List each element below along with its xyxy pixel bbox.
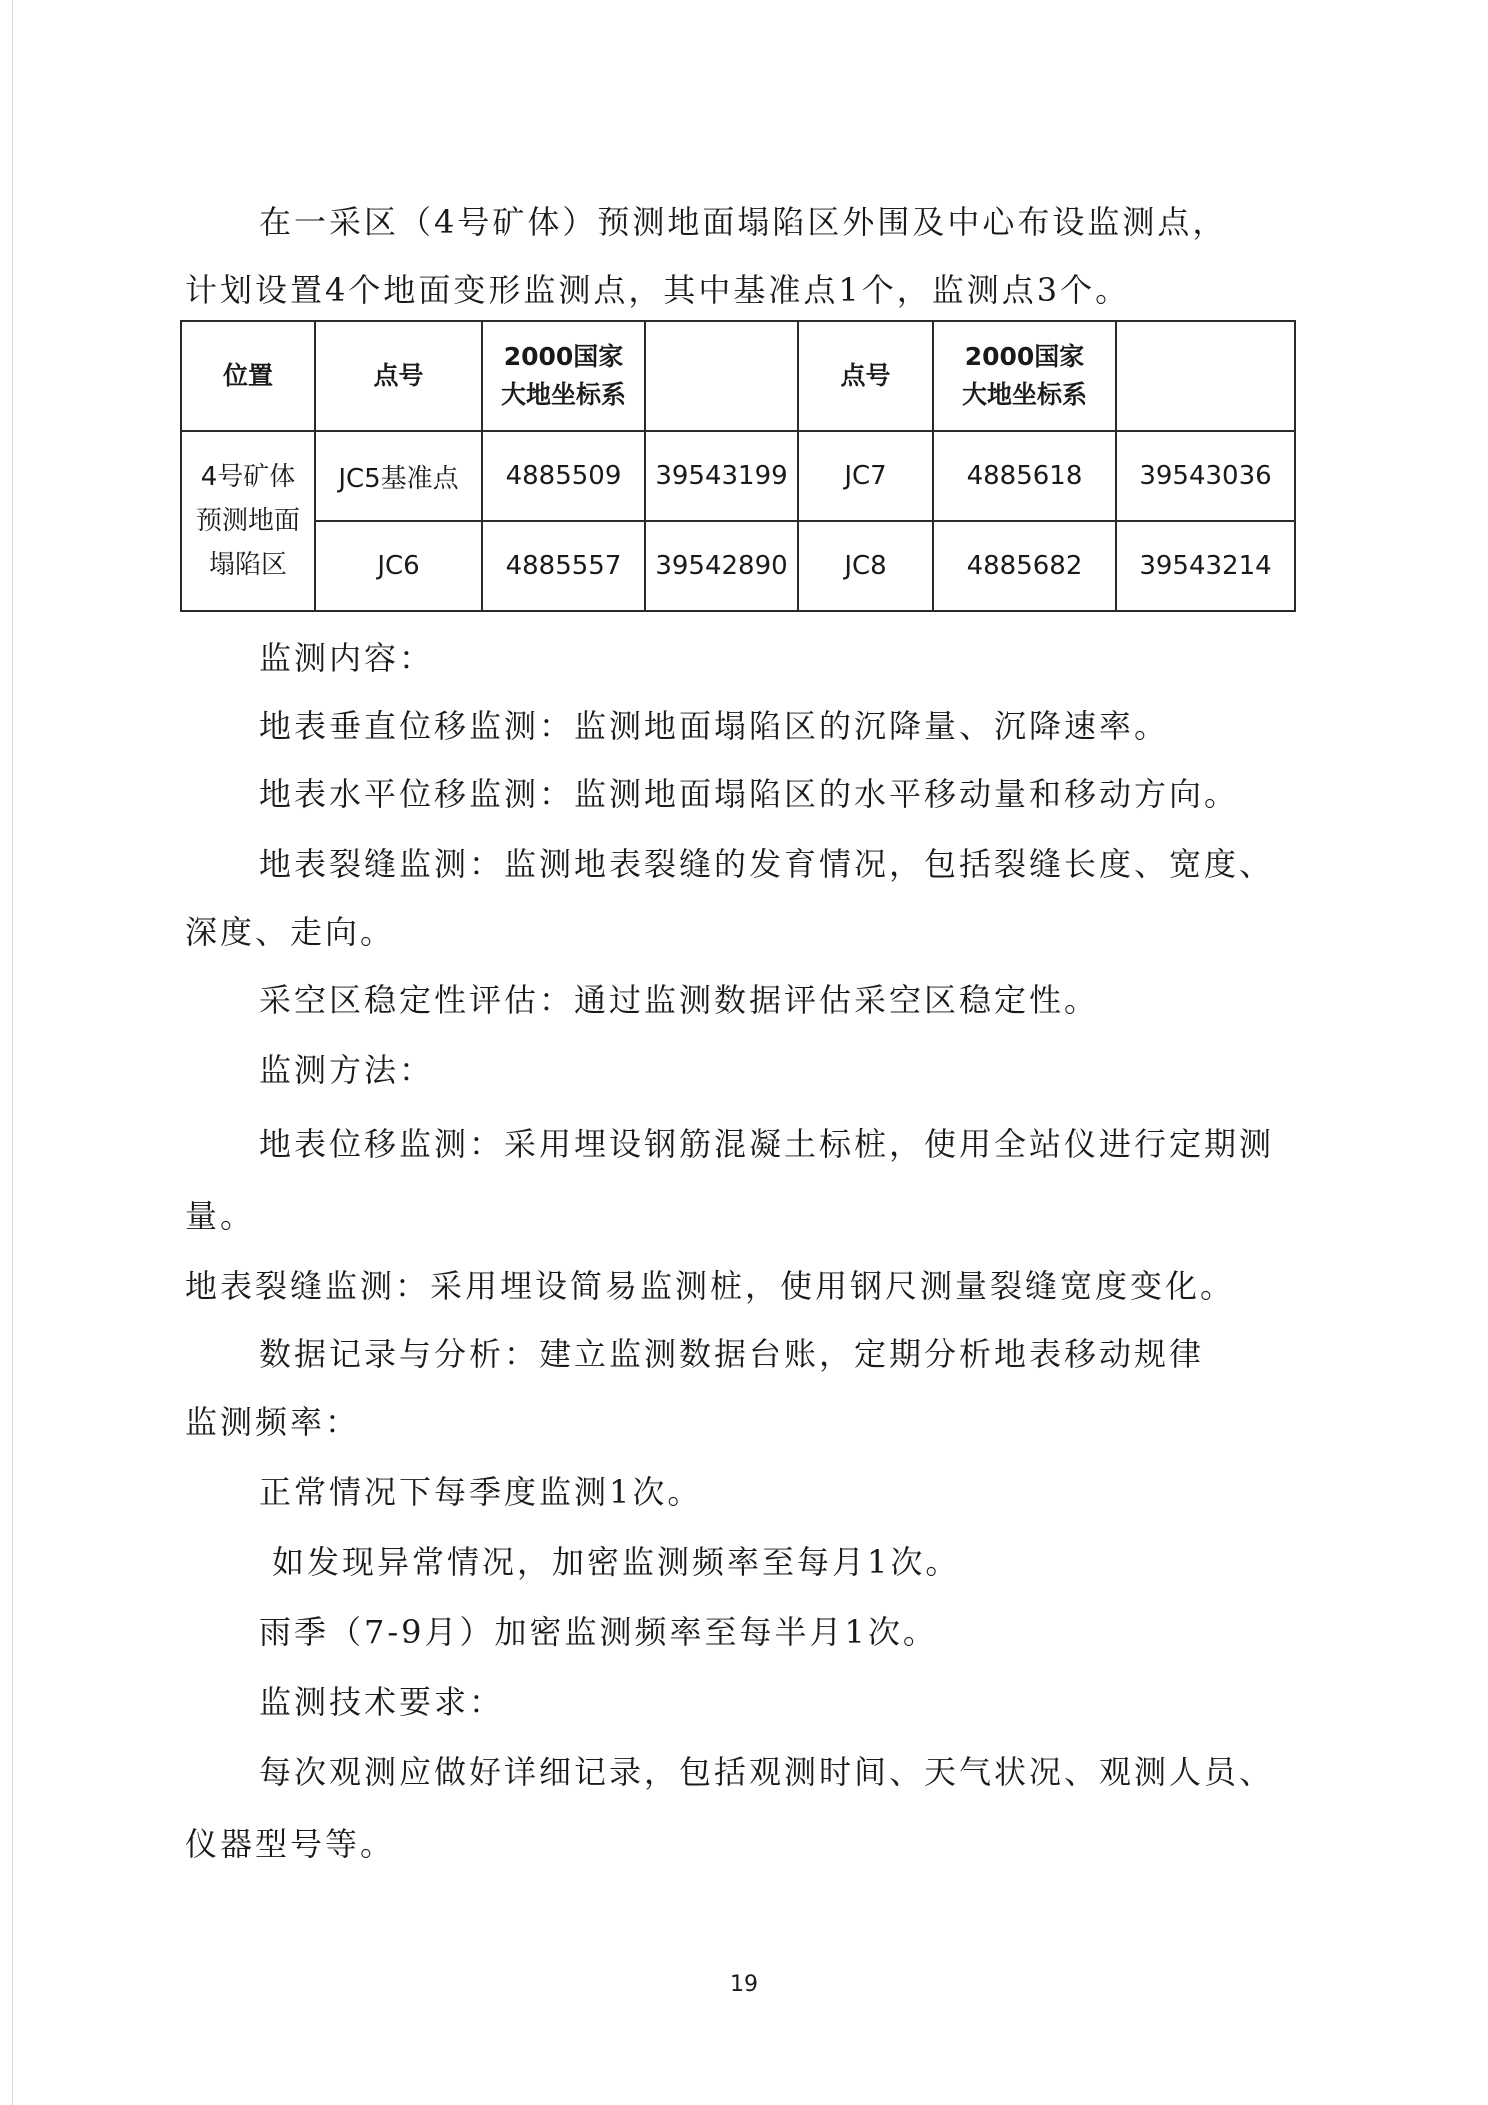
paragraph-tech-2: 仪器型号等。 xyxy=(185,1825,396,1863)
location-line: 预测地面 xyxy=(195,506,300,536)
paragraph-crack-method: 地表裂缝监测：采用埋设简易监测桩，使用钢尺测量裂缝宽度变化。 xyxy=(185,1267,1236,1305)
paragraph-crack-2: 深度、走向。 xyxy=(185,913,396,951)
paragraph-crack-1: 地表裂缝监测：监测地表裂缝的发育情况，包括裂缝长度、宽度、 xyxy=(259,845,1275,883)
header-location: 位置 xyxy=(181,321,315,431)
intro-line-2: 计划设置4个地面变形监测点，其中基准点1个，监测点3个。 xyxy=(185,271,1131,309)
table-cell: JC7 xyxy=(798,431,933,521)
intro-line-1: 在一采区（4号矿体）预测地面塌陷区外围及中心布设监测点， xyxy=(259,203,1228,241)
paragraph-vertical: 地表垂直位移监测：监测地面塌陷区的沉降量、沉降速率。 xyxy=(259,707,1170,745)
paragraph-freq-abnormal: 如发现异常情况，加密监测频率至每月1次。 xyxy=(272,1543,961,1581)
header-point-id-2: 点号 xyxy=(798,321,933,431)
table-cell: 39542890 xyxy=(645,521,798,611)
table-cell: JC6 xyxy=(315,521,482,611)
coordinate-table xyxy=(180,320,1296,612)
table-header-row xyxy=(181,321,1295,431)
location-line: 塌陷区 xyxy=(208,550,287,580)
paragraph-freq-normal: 正常情况下每季度监测1次。 xyxy=(259,1473,703,1511)
page-number: 19 xyxy=(730,1972,758,1997)
paragraph-horizontal: 地表水平位移监测：监测地面塌陷区的水平移动量和移动方向。 xyxy=(259,775,1240,813)
header-point-id: 点号 xyxy=(315,321,482,431)
header-empty xyxy=(645,321,798,431)
header-coord-system-2 xyxy=(933,321,1116,431)
paragraph-displacement-2: 量。 xyxy=(185,1197,256,1235)
paragraph-freq-rain: 雨季（7-9月）加密监测频率至每半月1次。 xyxy=(259,1613,938,1651)
location-line: 4号矿体 xyxy=(200,462,296,492)
header-empty-2 xyxy=(1116,321,1295,431)
table-cell: 4885557 xyxy=(482,521,645,611)
method-heading: 监测方法： xyxy=(259,1051,435,1089)
header-coord-system xyxy=(482,321,645,431)
page-edge xyxy=(12,0,13,2105)
table-cell: 39543199 xyxy=(645,431,798,521)
table-row xyxy=(181,431,1295,521)
table-cell: 4885618 xyxy=(933,431,1116,521)
paragraph-tech-1: 每次观测应做好详细记录，包括观测时间、天气状况、观测人员、 xyxy=(259,1753,1275,1791)
paragraph-data-record: 数据记录与分析：建立监测数据台账，定期分析地表移动规律 xyxy=(259,1335,1205,1373)
location-cell xyxy=(181,431,315,611)
tech-heading: 监测技术要求： xyxy=(259,1683,505,1721)
header-coord-line-2: 大地坐标系 xyxy=(961,380,1087,409)
table-cell: 39543036 xyxy=(1116,431,1295,521)
header-coord-line-2: 大地坐标系 xyxy=(500,380,626,409)
header-coord-line-1: 2000国家 xyxy=(503,342,624,371)
table-cell: JC8 xyxy=(798,521,933,611)
table-cell: 39543214 xyxy=(1116,521,1295,611)
paragraph-goaf: 采空区稳定性评估：通过监测数据评估采空区稳定性。 xyxy=(259,981,1100,1019)
table-cell: 4885682 xyxy=(933,521,1116,611)
table-cell: 4885509 xyxy=(482,431,645,521)
content-heading: 监测内容： xyxy=(259,639,435,677)
header-coord-line-1: 2000国家 xyxy=(964,342,1085,371)
table-row xyxy=(181,521,1295,611)
frequency-heading: 监测频率： xyxy=(185,1403,361,1441)
paragraph-displacement-1: 地表位移监测：采用埋设钢筋混凝土标桩，使用全站仪进行定期测 xyxy=(259,1125,1275,1163)
table-cell: JC5基准点 xyxy=(315,431,482,521)
